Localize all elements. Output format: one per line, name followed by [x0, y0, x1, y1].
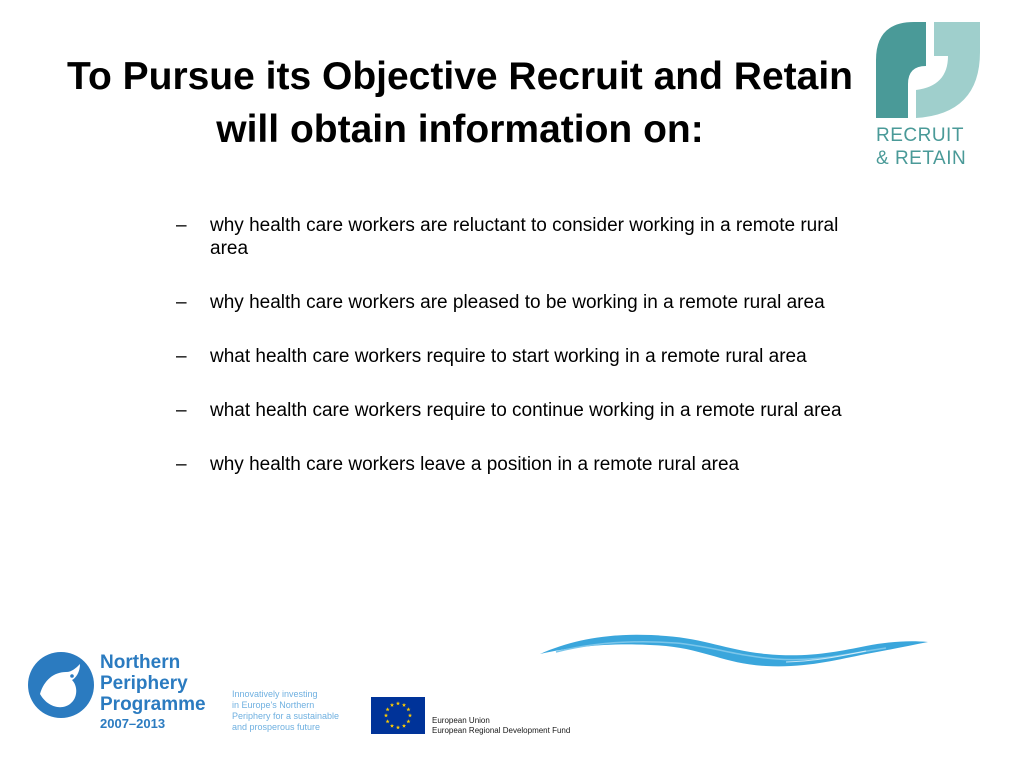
- list-item: [176, 214, 856, 260]
- npp-years: 2007–2013: [100, 716, 166, 731]
- eu-flag-icon: [371, 697, 425, 734]
- bullet-list: [176, 214, 856, 507]
- tagline-line-1: Innovatively investing: [232, 689, 318, 699]
- slide-title: To Pursue its Objective Recruit and Retain will obtain information on:: [67, 55, 853, 151]
- bullet-text: why health care workers leave a position in a remote rural area: [210, 454, 740, 475]
- wave-decoration-icon: [536, 628, 932, 672]
- npp-wordmark: [100, 652, 206, 715]
- recruit-retain-logo: [870, 18, 990, 178]
- logo-line-2: & RETAIN: [876, 148, 967, 169]
- list-item: [176, 399, 856, 422]
- bullet-text: why health care workers are pleased to be working in a remote rural area: [210, 292, 825, 313]
- eu-line-2: European Regional Development Fund: [432, 726, 571, 735]
- recruit-retain-mark-icon: [876, 22, 980, 132]
- npp-line-2: Periphery: [100, 673, 188, 694]
- tagline-line-4: and prosperous future: [232, 722, 321, 732]
- list-item: [176, 453, 856, 476]
- eu-label: [432, 716, 570, 736]
- npp-line-3: Programme: [100, 694, 206, 715]
- logo-line-1: RECRUIT: [876, 125, 964, 146]
- bullet-dash: –: [176, 346, 187, 367]
- bullet-dash: –: [176, 454, 187, 475]
- bullet-dash: –: [176, 400, 187, 421]
- bullet-dash: –: [176, 215, 187, 236]
- bullet-text: what health care workers require to start working in a remote rural area: [210, 346, 807, 367]
- bullet-text: why health care workers are reluctant to consider working in a remote rural area: [210, 215, 839, 259]
- tagline-line-2: in Europe's Northern: [232, 700, 315, 710]
- tagline-line-3: Periphery for a sustainable: [232, 711, 340, 721]
- list-item: [176, 291, 856, 314]
- bullet-text: what health care workers require to continue working in a remote rural area: [210, 400, 842, 421]
- recruit-retain-wordmark: [876, 124, 990, 170]
- eu-line-1: European Union: [432, 716, 490, 725]
- list-item: [176, 345, 856, 368]
- globe-bird-icon: [26, 650, 96, 720]
- npp-tagline: [232, 689, 362, 733]
- bullet-dash: –: [176, 292, 187, 313]
- northern-periphery-logo: [26, 650, 226, 740]
- npp-line-1: Northern: [100, 652, 181, 673]
